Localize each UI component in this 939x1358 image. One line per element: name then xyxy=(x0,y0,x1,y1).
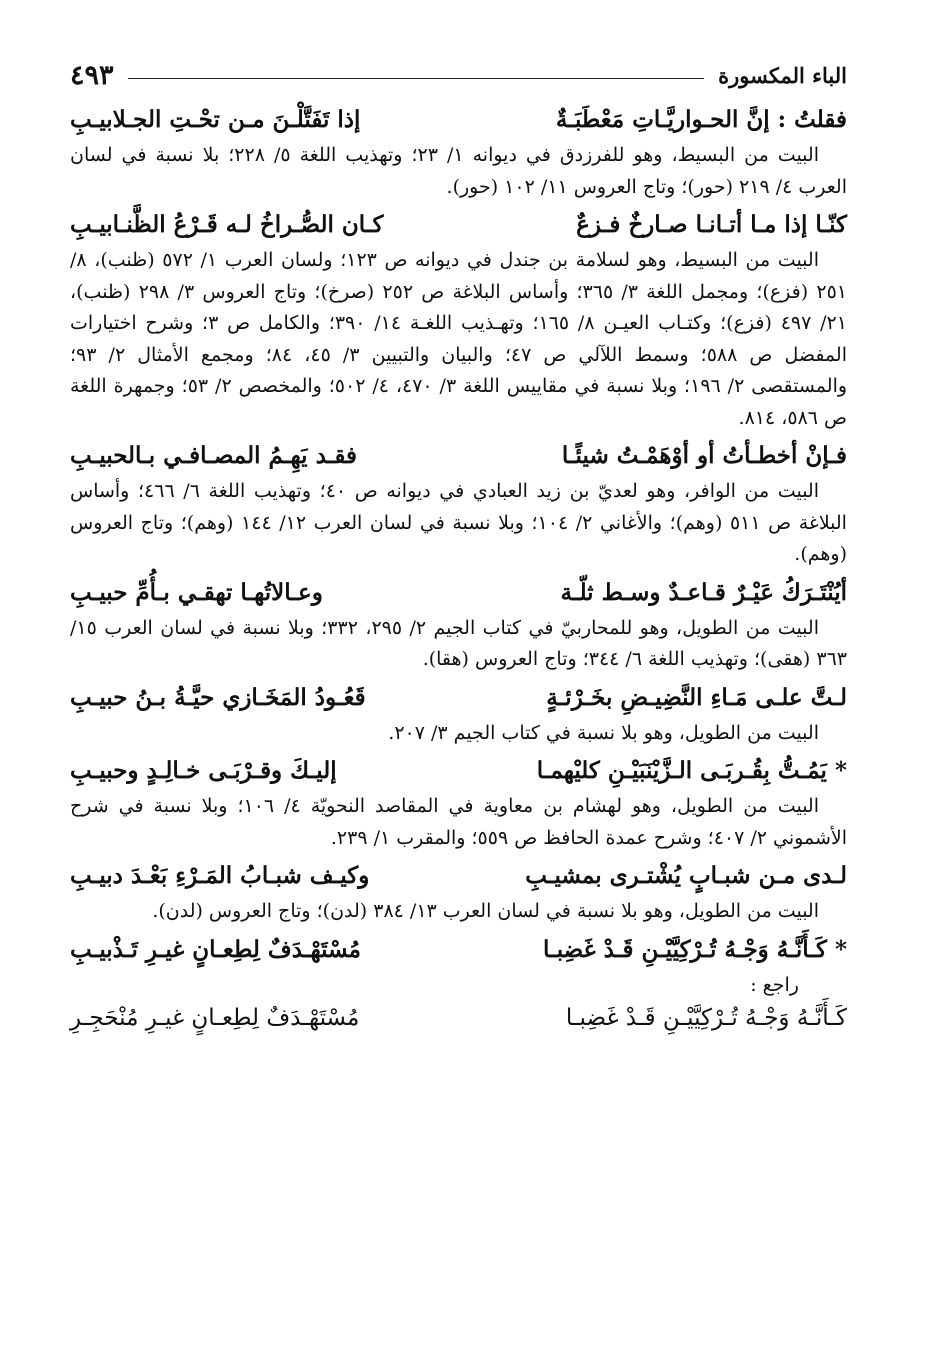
commentary-text: البيت من الطويل، وهو بلا نسبة في كتاب الجيم ٣/ ٢٠٧. xyxy=(388,721,819,744)
second-hemistich: وكيـف شبـابُ المَـرْءِ بَعْـدَ دبيـبِ xyxy=(70,862,370,889)
second-hemistich: إذا تَفَتَّلْـنَ مـن تحْـتِ الجـلابيـبِ xyxy=(70,106,361,133)
verse-entry xyxy=(70,100,847,203)
second-hemistich: مُسْتَهْـدَفٌ لِطِعـانٍ غيـرِ مُنْحَجِـرِ xyxy=(70,1004,360,1031)
cross-reference-label: راجع : xyxy=(750,973,799,996)
verse-commentary xyxy=(70,140,847,203)
verse-line xyxy=(70,100,847,140)
first-hemistich: كَـأَنَّـهُ وَجْـهُ تُـرْكِيَّيْـنِ قَـدْ غَضِبـا xyxy=(565,1004,847,1031)
verse-line xyxy=(70,930,847,970)
second-hemistich: قَعُـودُ المَخَـازي حيَّـةُ بـنُ حبيـبِ xyxy=(70,683,366,711)
verse-commentary xyxy=(70,613,847,676)
first-hemistich: لـدى مـن شبـابٍ يُشْتـرى بمشيـبِ xyxy=(525,862,847,889)
cross-reference-verse xyxy=(70,998,847,1038)
first-hemistich: لـتَّ علـى مَـاءِ النَّضِيـضِ بخَـرْئـةٍ xyxy=(546,683,847,711)
commentary-text: البيت من الوافر، وهو لعديّ بن زيد العبادي في ديوانه ص ٤٠؛ وتهذيب اللغة ٦/ ٤٦٦؛ وأساس البلاغة ص ٥١١ (وهم)؛ والأغاني ٢/ ١٠٤؛ وبلا نسبة في لسان العرب ١٢/ ١٤٤ (وهم)؛ وتاج العروس (وهم). xyxy=(70,480,847,565)
verse-line xyxy=(70,205,847,245)
verse-line xyxy=(70,856,847,896)
commentary-text: البيت من البسيط، وهو لسلامة بن جندل في ديوانه ص ١٢٣؛ ولسان العرب ١/ ٥٧٢ (ظنب)، ٨/ ٢٥١ (فزع)؛ ومجمل اللغة ٣/ ٣٦٥؛ وأساس البلاغة ص ٢٥٢ (صرخ)؛ وتاج العروس ٣/ ٢٩٨ (ظنب)، ٢١/ ٤٩٧ (فزع)؛ وكتـاب العيـن ٨/ ١٦٥؛ وتهـذيب اللغـة ١٤/ ٣٩٠؛ والكامل ص ٣؛ وشرح اختيارات المفضل ص ٥٨٨؛ وسمط اللآلي ص ٤٧؛ والبيان والتبيين ٣/ ٤٥، ٨٤؛ ومجمع الأمثال ٢/ ٩٣؛ والمستقصى ٢/ ١٩٦؛ وبلا نسبة في مقاييس اللغة ٣/ ٤٧٠، ٤/ ٥٠٢؛ والمخصص ٢/ ٥٣؛ وجمهرة اللغة ص ٥٨٦، ٨١٤. xyxy=(70,249,848,429)
verse-entry xyxy=(70,856,847,928)
second-hemistich: مُسْتَهْـدَفٌ لِطِعـانٍ غيـرِ تَـذْبيـبِ xyxy=(70,935,361,963)
first-hemistich: كنّـا إذا مـا أتـانـا صـارخٌ فـزعٌ xyxy=(576,211,847,238)
first-hemistich: فقلتُ : إنَّ الحـواريَّـاتِ مَعْطَبَـةٌ xyxy=(555,106,847,133)
verse-entry xyxy=(70,573,847,676)
second-hemistich: وعـالاتُهـا تهقـي بـأُمِّ حبيـبِ xyxy=(70,578,323,606)
verse-entry xyxy=(70,751,847,854)
verse-commentary xyxy=(70,718,847,750)
first-hemistich: * كَـأَنَّـهُ وَجْـهُ تُـرْكِيَّيْـنِ قَـدْ غَضِبـا xyxy=(543,935,847,963)
verse-commentary xyxy=(70,896,847,928)
verse-line xyxy=(70,436,847,476)
first-hemistich: * يَمُـتُّ بِقُـربَـى الـزَّيْنَبَيْـنِ كليْهمـا xyxy=(536,757,847,784)
verse-commentary xyxy=(70,791,847,854)
header-rule xyxy=(128,78,705,79)
verse-commentary xyxy=(70,476,847,571)
verse-entry xyxy=(70,436,847,571)
verse-entry xyxy=(70,930,847,1038)
commentary-text: البيت من الطويل، وهو بلا نسبة في لسان العرب ١٣/ ٣٨٤ (لدن)؛ وتاج العروس (لدن). xyxy=(152,900,819,922)
verse-entry xyxy=(70,205,847,434)
running-header xyxy=(70,52,847,98)
chapter-title: الباء المكسورة xyxy=(718,62,847,88)
verse-line xyxy=(70,573,847,613)
page-number: ٤٩٣ xyxy=(70,59,114,91)
verse-entry xyxy=(70,678,847,750)
commentary-text: البيت من الطويل، وهو لهشام بن معاوية في المقاصد النحويّة ٤/ ١٠٦؛ وبلا نسبة في شرح الأشموني ٢/ ٤٠٧؛ وشرح عمدة الحافظ ص ٥٥٩؛ والمقرب ١/ ٢٣٩. xyxy=(70,795,847,849)
commentary-text: البيت من الطويل، وهو للمحاربيّ في كتاب الجيم ٢/ ٢٩٥، ٣٣٢؛ وبلا نسبة في لسان العرب ١٥/ ٣٦٣ (هقى)؛ وتهذيب اللغة ٦/ ٣٤٤؛ وتاج العروس (هقا). xyxy=(70,616,847,670)
second-hemistich: فقـد يَهِـمُ المصـافـي بـالحبيـبِ xyxy=(70,442,358,469)
first-hemistich: أيُنْتَـرَكُ عَيْـرٌ قـاعـدٌ وسـط ثلّـة xyxy=(560,578,847,606)
first-hemistich: فـإنْ أخطـأتُ أو أوْهَمْـتُ شيئًـا xyxy=(561,442,847,469)
verse-line xyxy=(70,751,847,791)
verse-commentary xyxy=(70,245,847,434)
second-hemistich: إليـكَ وقـرْبَـى خـالِـدٍ وحبيـبِ xyxy=(70,757,337,784)
commentary-text: البيت من البسيط، وهو للفرزدق في ديوانه ١/ ٢٣؛ وتهذيب اللغة ٥/ ٢٢٨؛ بلا نسبة في لسان العرب ٤/ ٢١٩ (حور)؛ وتاج العروس ١١/ ١٠٢ (حور). xyxy=(70,144,847,198)
verse-line xyxy=(70,678,847,718)
second-hemistich: كـان الصُّـراخُ لـه قَـرْعُ الظَّنـابيـبِ xyxy=(70,211,384,238)
